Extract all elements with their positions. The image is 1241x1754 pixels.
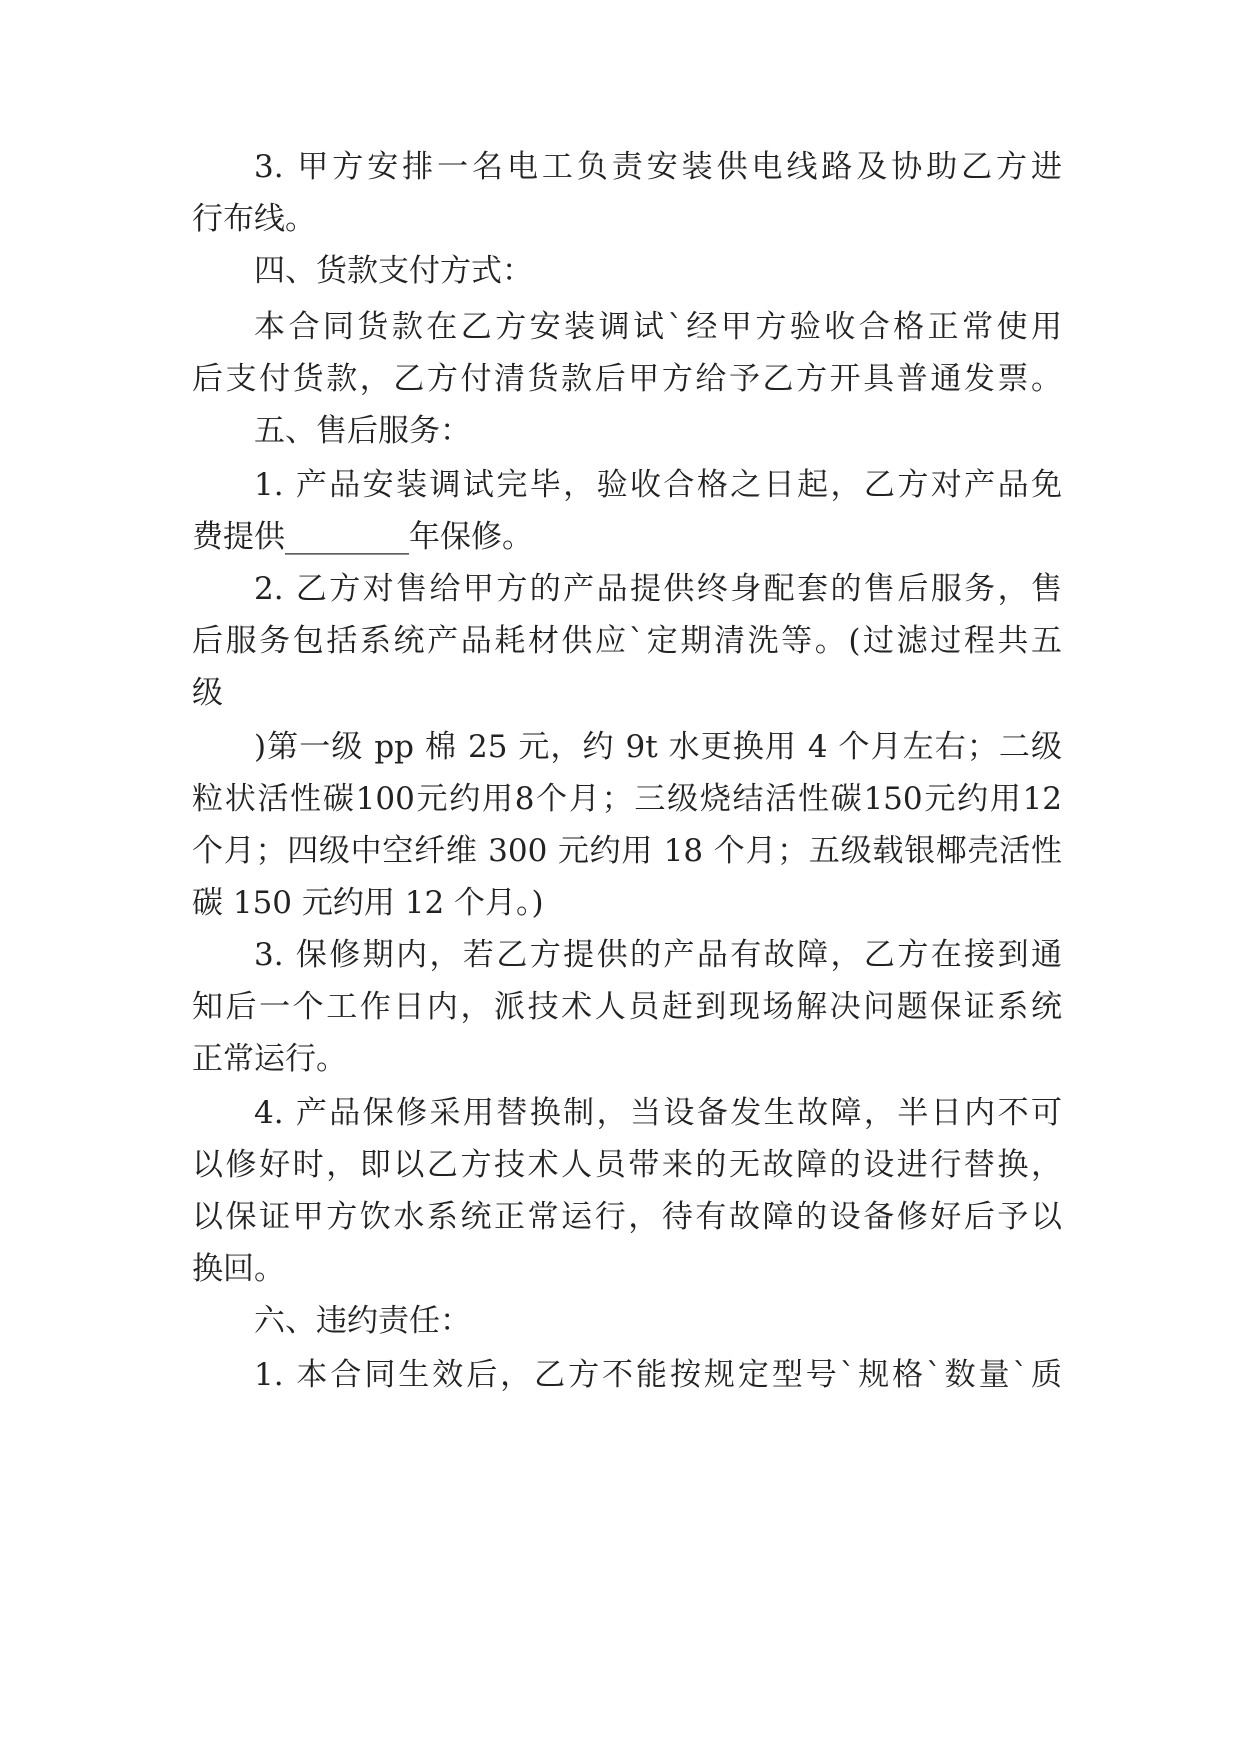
section-5-heading: 五、售后服务： [254, 413, 471, 449]
payment-line-1: 本合同货款在乙方安装调试`经甲方验收合格正常使用 [254, 309, 1062, 345]
section-4-heading: 四、货款支付方式： [254, 253, 533, 289]
service-4-line-1: 4. 产品保修采用替换制，当设备发生故障，半日内不可 [254, 1095, 1062, 1131]
filter-line-2: 粒状活性碳100元约用8个月；三级烧结活性碳150元约用12 [192, 781, 1062, 817]
service-4-line-3: 以保证甲方饮水系统正常运行，待有故障的设备修好后予以 [192, 1199, 1062, 1235]
service-4-line-2: 以修好时，即以乙方技术人员带来的无故障的设进行替换， [192, 1147, 1062, 1183]
service-2-line-1: 2. 乙方对售给甲方的产品提供终身配套的售后服务，售 [254, 571, 1062, 607]
filter-line-1: )第一级 pp 棉 25 元，约 9t 水更换用 4 个月左右；二级 [254, 729, 1062, 765]
service-4-line-4: 换回。 [192, 1251, 285, 1287]
service-2-line-3: 级 [192, 675, 223, 711]
clause-3-line-1: 3. 甲方安排一名电工负责安装供电线路及协助乙方进 [254, 149, 1062, 185]
service-1-line-1: 1. 产品安装调试完毕，验收合格之日起，乙方对产品免 [254, 467, 1062, 503]
service-3-line-3: 正常运行。 [192, 1041, 347, 1077]
section-6-heading: 六、违约责任： [254, 1303, 471, 1339]
service-2-line-2: 后服务包括系统产品耗材供应`定期清洗等。(过滤过程共五 [192, 623, 1062, 659]
service-3-line-2: 知后一个工作日内，派技术人员赶到现场解决问题保证系统 [192, 989, 1062, 1025]
filter-line-4: 碳 150 元约用 12 个月。) [192, 885, 544, 921]
service-3-line-1: 3. 保修期内，若乙方提供的产品有故障，乙方在接到通 [254, 937, 1062, 973]
service-1-line-2: 费提供________年保修。 [192, 519, 533, 555]
filter-line-3: 个月；四级中空纤维 300 元约用 18 个月；五级载银椰壳活性 [192, 833, 1062, 869]
clause-3-line-2: 行布线。 [192, 201, 316, 237]
liability-1-line-1: 1. 本合同生效后，乙方不能按规定型号`规格`数量`质 [254, 1357, 1062, 1393]
payment-line-2: 后支付货款，乙方付清货款后甲方给予乙方开具普通发票。 [192, 361, 1062, 397]
